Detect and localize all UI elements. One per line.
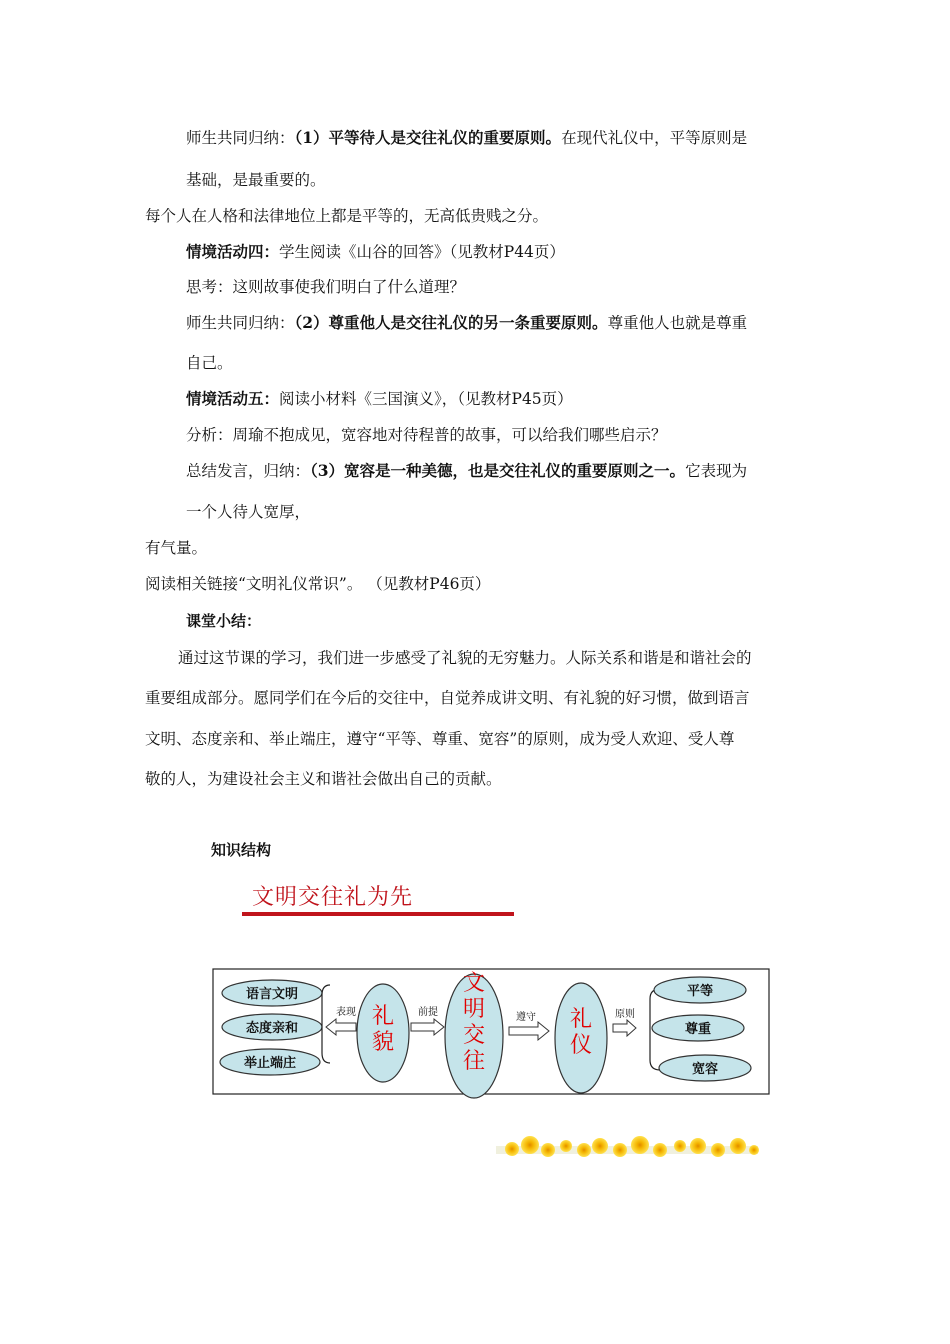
node-limao [357, 984, 409, 1082]
node-liyi [555, 983, 607, 1093]
paragraph-summary-2-cont: 自己。 [186, 354, 233, 372]
text: 师生共同归纳： [186, 129, 295, 147]
activity-label: 情境活动四： [186, 242, 280, 261]
text: 在现代礼仪中，平等原则是 [561, 129, 748, 147]
summary-heading: 课堂小结： [186, 612, 262, 630]
text: 尊重他人也就是尊重 [607, 314, 748, 332]
label-yuanze: 原则 [615, 1009, 635, 1020]
summary-line-1: 通过这节课的学习，我们进一步感受了礼貌的无穷魅力。人际关系和谐是和谐社会的 [178, 649, 752, 667]
label-qianti: 前提 [418, 1007, 438, 1018]
svg-text:平等: 平等 [686, 984, 714, 999]
right-item-3 [659, 1055, 751, 1081]
svg-text:宽容: 宽容 [691, 1062, 719, 1077]
summary-line-4: 敬的人，为建设社会主义和谐社会做出自己的贡献。 [145, 770, 502, 788]
diagram-title: 文明交往礼为先 [252, 885, 414, 910]
svg-text:语言文明: 语言文明 [245, 987, 299, 1002]
summary-line-3: 文明、态度亲和、举止端庄，遵守“平等、尊重、宽容”的原则，成为受人欢迎、受人尊 [145, 730, 735, 748]
bold-text: （1）平等待人是交往礼仪的重要原则。 [294, 128, 562, 147]
text: 学生阅读《山谷的回答》（见教材P44页） [279, 243, 565, 261]
paragraph-equality: 每个人在人格和法律地位上都是平等的，无高低贵贱之分。 [145, 207, 549, 225]
structure-heading: 知识结构 [211, 841, 272, 859]
left-item-1 [222, 980, 322, 1006]
svg-text:礼仪: 礼仪 [569, 1007, 593, 1058]
svg-text:举止端庄: 举止端庄 [243, 1056, 297, 1071]
svg-text:文明交往: 文明交往 [462, 971, 486, 1074]
left-item-3 [220, 1049, 320, 1075]
svg-text:礼貌: 礼貌 [371, 1004, 395, 1055]
right-item-1 [654, 977, 746, 1003]
question-think: 思考：这则故事使我们明白了什么道理？ [186, 278, 466, 296]
bold-text: （3）宽容是一种美德，也是交往礼仪的重要原则之一。 [310, 461, 686, 480]
text: 阅读小材料《三国演义》，（见教材P45页） [279, 390, 573, 408]
paragraph-summary-1-cont: 基础，是最重要的。 [186, 171, 326, 189]
svg-text:尊重: 尊重 [684, 1022, 712, 1037]
text: 师生共同归纳： [186, 314, 295, 332]
analysis: 分析：周瑜不抱成见，宽容地对待程普的故事，可以给我们哪些启示？ [186, 426, 667, 444]
reading-link: 阅读相关链接“文明礼仪常识”。 （见教材P46页） [145, 575, 491, 593]
label-zunshou: 遵守 [516, 1012, 536, 1023]
left-item-2 [222, 1014, 322, 1040]
paragraph-summary-3-cont: 一个人待人宽厚， [186, 503, 311, 521]
right-item-2 [652, 1015, 744, 1041]
text: 总结发言，归纳： [186, 462, 311, 480]
paragraph-magnanimity: 有气量。 [145, 539, 208, 557]
svg-text:态度亲和: 态度亲和 [245, 1021, 299, 1036]
activity-label: 情境活动五： [186, 389, 280, 408]
bold-text: （2）尊重他人是交往礼仪的另一条重要原则。 [294, 313, 608, 332]
text: 它表现为 [685, 462, 748, 480]
label-biaoxian: 表现 [336, 1007, 356, 1018]
summary-line-2: 重要组成部分。愿同学们在今后的交往中，自觉养成讲文明、有礼貌的好习惯，做到语言 [145, 689, 750, 707]
flower-border-decoration [496, 1136, 759, 1157]
